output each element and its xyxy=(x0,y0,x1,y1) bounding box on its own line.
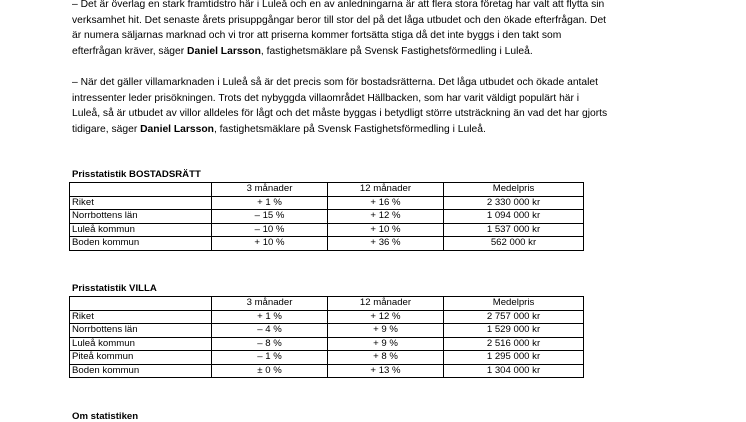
table-row xyxy=(70,237,584,251)
value-cell: 1 094 000 kr xyxy=(444,210,584,224)
value-cell: – 15 % xyxy=(212,210,328,224)
region-cell: Riket xyxy=(70,310,212,324)
column-header xyxy=(70,297,212,311)
paragraph-line xyxy=(72,122,677,138)
text-run: – Det är överlag en stark framtidstro här i Luleå och en av anledningarna är att flera stora företag har valt att flytta sin xyxy=(72,0,605,10)
value-cell: 2 330 000 kr xyxy=(444,196,584,210)
paragraph-line xyxy=(72,13,677,29)
value-cell: 2 757 000 kr xyxy=(444,310,584,324)
region-cell: Boden kommun xyxy=(70,237,212,251)
table-title-villa: Prisstatistik VILLA xyxy=(72,283,157,294)
value-cell: – 8 % xyxy=(212,337,328,351)
column-header: Medelpris xyxy=(444,297,584,311)
price-table-bostadsratt xyxy=(69,182,584,251)
text-run: – När det gäller villamarknaden i Luleå så är det precis som för bostadsrätterna. Det låga utbudet och ökade antalet xyxy=(72,77,599,88)
value-cell: + 10 % xyxy=(328,223,444,237)
column-header: 12 månader xyxy=(328,297,444,311)
region-cell: Norrbottens län xyxy=(70,324,212,338)
table-header-row xyxy=(70,297,584,311)
person-name: Daniel Larsson xyxy=(187,45,261,57)
column-header: 12 månader xyxy=(328,183,444,197)
table-row xyxy=(70,210,584,224)
column-header xyxy=(70,183,212,197)
value-cell: 1 537 000 kr xyxy=(444,223,584,237)
region-cell: Riket xyxy=(70,196,212,210)
text-run: efterfrågan kräver, säger xyxy=(72,45,188,57)
paragraph-line xyxy=(72,0,677,13)
column-header: 3 månader xyxy=(212,183,328,197)
table-row xyxy=(70,196,584,210)
text-run: , fastighetsmäklare på Svensk Fastighetsförmedling i Luleå. xyxy=(260,45,533,57)
table-title-bostadsratt: Prisstatistik BOSTADSRÄTT xyxy=(72,169,201,180)
text-run: verksamhet hit. Det senaste årets prisuppgångar beror till stor del på det låga utbudet och den ökade efterfrågan. Det xyxy=(72,14,607,26)
person-name: Daniel Larsson xyxy=(140,123,214,135)
value-cell: + 10 % xyxy=(212,237,328,251)
value-cell: + 9 % xyxy=(328,337,444,351)
table-header-row xyxy=(70,183,584,197)
quote-paragraph-villas xyxy=(72,75,677,137)
value-cell: 1 295 000 kr xyxy=(444,351,584,365)
value-cell: 1 529 000 kr xyxy=(444,324,584,338)
value-cell: + 13 % xyxy=(328,364,444,378)
value-cell: + 9 % xyxy=(328,324,444,338)
quote-paragraph-apartments xyxy=(72,0,677,59)
value-cell: + 12 % xyxy=(328,310,444,324)
value-cell: 1 304 000 kr xyxy=(444,364,584,378)
value-cell: + 16 % xyxy=(328,196,444,210)
column-header: 3 månader xyxy=(212,297,328,311)
value-cell: ± 0 % xyxy=(212,364,328,378)
paragraph-line xyxy=(72,91,677,107)
value-cell: 562 000 kr xyxy=(444,237,584,251)
text-run: är numera säljarnas marknad och vi tror att priserna kommer fortsätta stiga då det inte byggs i den takt som xyxy=(72,30,562,41)
value-cell: – 10 % xyxy=(212,223,328,237)
paragraph-line xyxy=(72,44,677,60)
value-cell: + 8 % xyxy=(328,351,444,365)
region-cell: Boden kommun xyxy=(70,364,212,378)
value-cell: + 36 % xyxy=(328,237,444,251)
value-cell: 2 516 000 kr xyxy=(444,337,584,351)
table-row xyxy=(70,223,584,237)
region-cell: Piteå kommun xyxy=(70,351,212,365)
text-run: , fastighetsmäklare på Svensk Fastighetsförmedling i Luleå. xyxy=(213,123,486,135)
region-cell: Norrbottens län xyxy=(70,210,212,224)
table-row xyxy=(70,351,584,365)
value-cell: + 12 % xyxy=(328,210,444,224)
text-run: intressenter leder prisökningen. Trots det nybyggda villaområdet Hällbacken, som har varit väldigt populärt här i xyxy=(72,92,580,104)
section-heading-about-statistics: Om statistiken xyxy=(72,411,139,422)
value-cell: – 4 % xyxy=(212,324,328,338)
paragraph-line xyxy=(72,106,677,122)
table-row xyxy=(70,364,584,378)
table-row xyxy=(70,324,584,338)
region-cell: Luleå kommun xyxy=(70,337,212,351)
paragraph-line xyxy=(72,75,677,91)
column-header: Medelpris xyxy=(444,183,584,197)
value-cell: + 1 % xyxy=(212,310,328,324)
table-row xyxy=(70,310,584,324)
region-cell: Luleå kommun xyxy=(70,223,212,237)
text-run: tidigare, säger xyxy=(72,123,141,135)
paragraph-line xyxy=(72,28,677,44)
value-cell: + 1 % xyxy=(212,196,328,210)
price-table-villa xyxy=(69,296,584,378)
value-cell: – 1 % xyxy=(212,351,328,365)
table-row xyxy=(70,337,584,351)
text-run: Luleå, så är utbudet av villor alldeles för lågt och det måste byggas i betydligt större utsträckning än vad det har gjorts xyxy=(72,108,608,119)
